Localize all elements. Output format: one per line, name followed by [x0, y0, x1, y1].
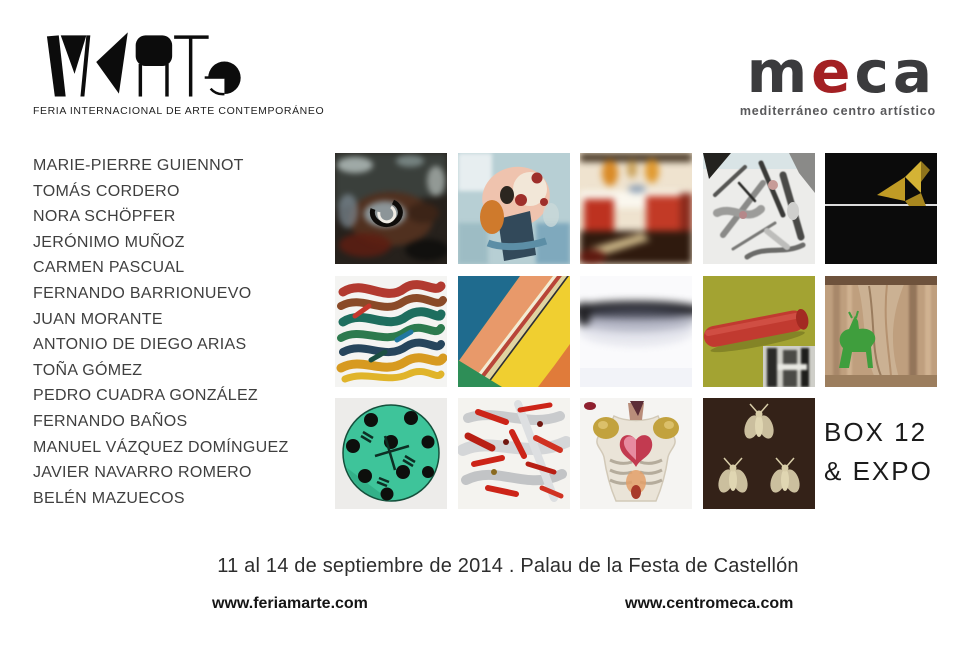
marte-tagline: FERIA INTERNACIONAL DE ARTE CONTEMPORÁNEO — [33, 105, 325, 117]
artwork-thumbnail — [580, 398, 692, 509]
meca-website: www.centromeca.com — [625, 595, 794, 612]
artwork-image — [580, 153, 692, 264]
artwork-thumbnail — [703, 276, 815, 387]
artwork-thumbnail — [335, 153, 447, 264]
artist-name: TOÑA GÓMEZ — [33, 361, 143, 379]
artwork-image — [458, 153, 570, 264]
artist-name: JERÓNIMO MUÑOZ — [33, 233, 185, 251]
artwork-thumbnail — [580, 276, 692, 387]
artist-name: MANUEL VÁZQUEZ DOMÍNGUEZ — [33, 438, 289, 456]
artwork-image — [825, 276, 937, 387]
artwork-image — [458, 398, 570, 509]
artist-name: JUAN MORANTE — [33, 310, 163, 328]
artwork-image — [335, 276, 447, 387]
artist-name: NORA SCHÖPFER — [33, 208, 176, 226]
box-expo-label — [824, 413, 933, 491]
artwork-thumbnail — [703, 398, 815, 509]
artist-name: BELÉN MAZUECOS — [33, 489, 185, 507]
artwork-thumbnail — [580, 153, 692, 264]
meca-tagline: mediterráneo centro artístico — [739, 104, 936, 118]
artist-name: FERNANDO BARRIONUEVO — [33, 284, 252, 302]
artwork-thumbnail — [703, 153, 815, 264]
meca-letter-m: m — [746, 38, 812, 106]
artist-name: JAVIER NAVARRO ROMERO — [33, 464, 252, 482]
artwork-image — [825, 153, 937, 264]
artist-name: TOMÁS CORDERO — [33, 182, 180, 200]
artwork-image — [335, 398, 447, 509]
date-venue: 11 al 14 de septiembre de 2014 . Palau de la Festa de Castellón — [217, 555, 799, 577]
artist-name: PEDRO CUADRA GONZÁLEZ — [33, 387, 259, 405]
marte-logo — [42, 24, 254, 102]
artist-name: CARMEN PASCUAL — [33, 259, 185, 277]
artwork-thumbnail — [825, 276, 937, 387]
artwork-thumbnail — [458, 276, 570, 387]
artwork-image — [335, 153, 447, 264]
artist-name: ANTONIO DE DIEGO ARIAS — [33, 336, 247, 354]
marte-website: www.feriamarte.com — [212, 595, 368, 612]
artwork-thumbnail — [335, 398, 447, 509]
artwork-image — [703, 153, 815, 264]
meca-letter-e: e — [811, 38, 855, 106]
box-expo-line1: BOX 12 — [824, 417, 928, 447]
artwork-image — [458, 276, 570, 387]
artist-list — [33, 153, 289, 511]
artwork-thumbnail — [335, 276, 447, 387]
artwork-thumbnail — [458, 153, 570, 264]
artwork-image — [580, 398, 692, 509]
artwork-image — [703, 398, 815, 509]
artwork-thumbnail — [825, 153, 937, 264]
artist-name: FERNANDO BAÑOS — [33, 412, 188, 430]
artist-name: MARIE-PIERRE GUIENNOT — [33, 157, 244, 174]
meca-wordmark — [740, 38, 936, 106]
box-expo-line2: & EXPO — [824, 456, 933, 486]
meca-logo — [739, 38, 936, 118]
artwork-image — [703, 276, 815, 387]
artwork-thumbnail — [458, 398, 570, 509]
meca-letters-ca: ca — [854, 38, 936, 106]
artwork-image — [580, 276, 692, 387]
